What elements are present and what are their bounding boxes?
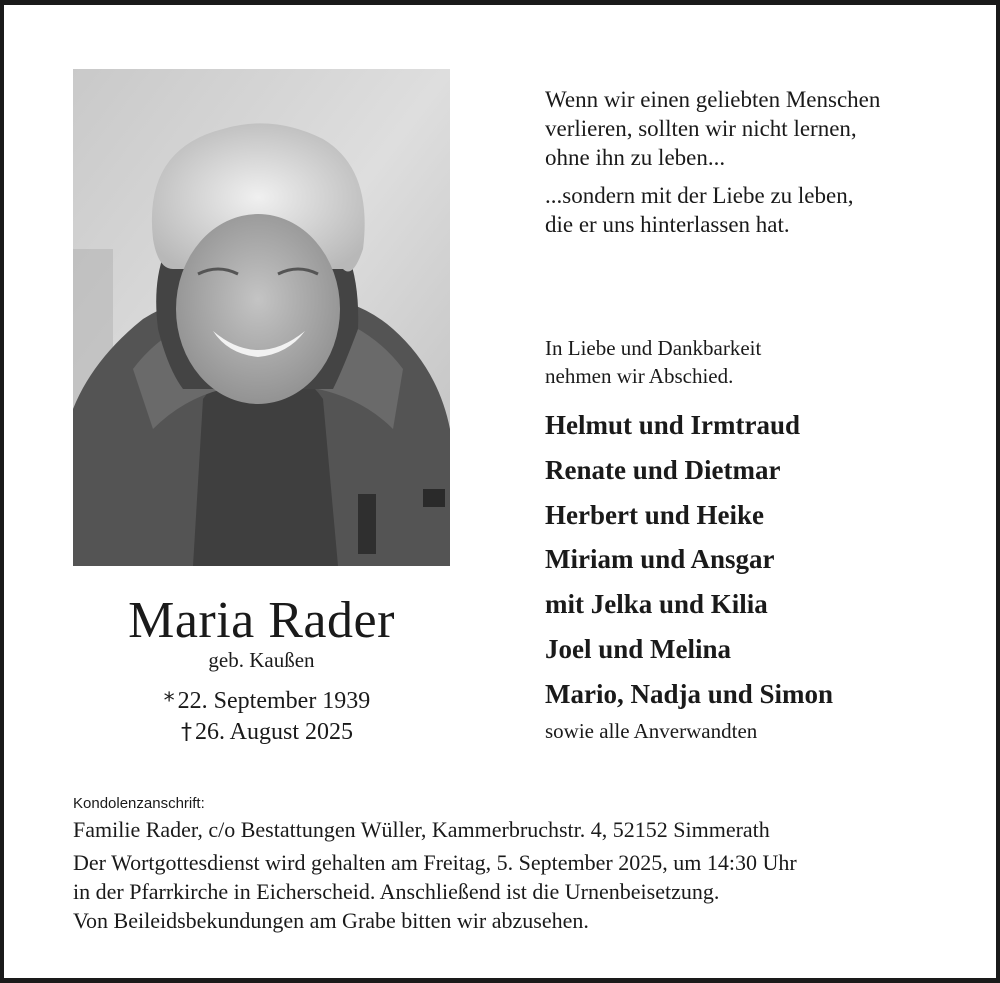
birth-line xyxy=(64,686,459,717)
life-dates xyxy=(64,686,459,748)
condolence-label: Kondolenzanschrift: xyxy=(73,795,205,812)
birth-name: geb. Kaußen xyxy=(208,648,315,672)
relatives-text: sowie alle Anverwandten xyxy=(545,719,758,743)
death-cross-icon: † xyxy=(180,720,192,745)
mourner-entry: Helmut und Irmtraud xyxy=(545,410,801,440)
deceased-name: Maria Rader xyxy=(128,592,395,649)
memorial-quote xyxy=(545,85,985,248)
service-line: Von Beileidsbekundungen am Grabe bitten wir abzusehen. xyxy=(73,908,589,933)
death-line xyxy=(64,717,459,748)
notice-footer xyxy=(73,793,973,935)
service-line: in der Pfarrkirche in Eicherscheid. Anschließend ist die Urnenbeisetzung. xyxy=(73,879,720,904)
service-line: Der Wortgottesdienst wird gehalten am Freitag, 5. September 2025, um 14:30 Uhr xyxy=(73,850,797,875)
farewell-text: In Liebe und Dankbarkeit nehmen wir Abschied. xyxy=(545,336,762,388)
quote-part-2: ...sondern mit der Liebe zu leben, die er uns hinterlassen hat. xyxy=(545,183,854,237)
birth-date: 22. September 1939 xyxy=(177,688,371,714)
quote-part-1: Wenn wir einen geliebten Menschen verlieren, sollten wir nicht lernen, ohne ihn zu leben... xyxy=(545,87,881,170)
birth-star-icon: * xyxy=(163,689,175,714)
condolence-address: Familie Rader, c/o Bestattungen Wüller, Kammerbruchstr. 4, 52152 Simmerath xyxy=(73,817,770,842)
mourner-entry: Joel und Melina xyxy=(545,633,732,664)
death-date: 26. August 2025 xyxy=(194,719,353,745)
portrait-photo xyxy=(73,69,450,566)
mourner-entry: Herbert und Heike xyxy=(545,499,764,530)
mourner-entry: Miriam und Ansgar xyxy=(545,544,775,575)
mourner-entry: Mario, Nadja und Simon xyxy=(545,678,834,709)
mourner-entry: mit Jelka und Kilia xyxy=(545,589,768,620)
mourner-entry: Renate und Dietmar xyxy=(545,454,781,485)
deceased-info xyxy=(64,590,459,748)
mourners-list xyxy=(545,403,985,717)
